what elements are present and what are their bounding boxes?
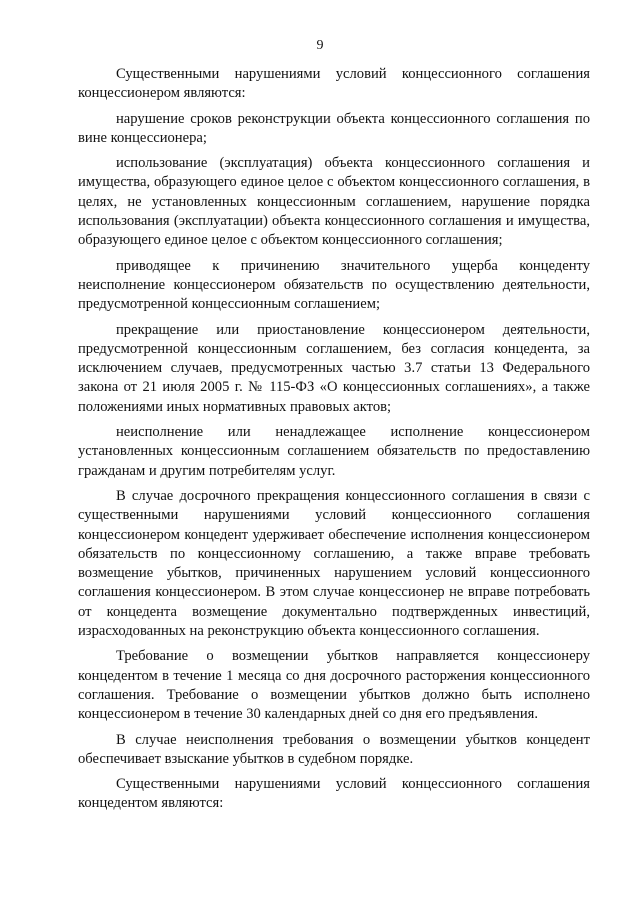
document-body — [78, 65, 590, 820]
paragraph-8: Требование о возмещении убытков направляется концессионеру концедентом в течение 1 месяца со дня досрочного расторжения концессионного соглашения. Требование о возмещении убытков должно быть исполнено концессионером в течение 30 календарных дней со дня его предъявления. — [78, 648, 590, 723]
paragraph-5: прекращение или приостановление концессионером деятельности, предусмотренной концессионным соглашением, без согласия концедента, за исключением случаев, предусмотренных частью 3.7 статьи 13 Федерального закона от 21 июля 2005 г. № 115-ФЗ «О концессионных соглашениях», а также положениями иных нормативных правовых актов; — [78, 321, 590, 415]
paragraph-2: нарушение сроков реконструкции объекта концессионного соглашения по вине концессионера; — [78, 110, 590, 146]
paragraph-10: Существенными нарушениями условий концессионного соглашения концедентом являются: — [78, 776, 590, 812]
page-number: 9 — [316, 38, 324, 53]
paragraph-4: приводящее к причинению значительного ущерба концеденту неисполнение концессионером обязательств по осуществлению деятельности, предусмотренной концессионным соглашением; — [78, 257, 590, 313]
paragraph-9: В случае неисполнения требования о возмещении убытков концедент обеспечивает взыскание убытков в судебном порядке. — [78, 731, 590, 767]
paragraph-6: неисполнение или ненадлежащее исполнение концессионером установленных концессионным соглашением обязательств по предоставлению гражданам и другим потребителям услуг. — [78, 424, 590, 479]
paragraph-7: В случае досрочного прекращения концессионного соглашения в связи с существенными нарушениями условий концессионного соглашения концессионером концедент удерживает обеспечение исполнения концессионером обязательств по концессионному соглашению, а также вправе требовать возмещение убытков, причиненных нарушением условий концессионного соглашения концессионером. В этом случае концессионер не вправе потребовать от концедента возмещение документально подтвержденных инвестиций, израсходованных на реконструкцию объекта концессионного соглашения. — [78, 487, 590, 640]
paragraph-3: использование (эксплуатация) объекта концессионного соглашения и имущества, образующего единое целое с объектом концессионного соглашения, в целях, не установленных концессионным соглашением, нарушение порядка использования (эксплуатации) объекта концессионного соглашения и имущества, образующего единое целое с объектом концессионного соглашения; — [78, 155, 590, 249]
paragraph-1: Существенными нарушениями условий концессионного соглашения концессионером являются: — [78, 66, 590, 102]
